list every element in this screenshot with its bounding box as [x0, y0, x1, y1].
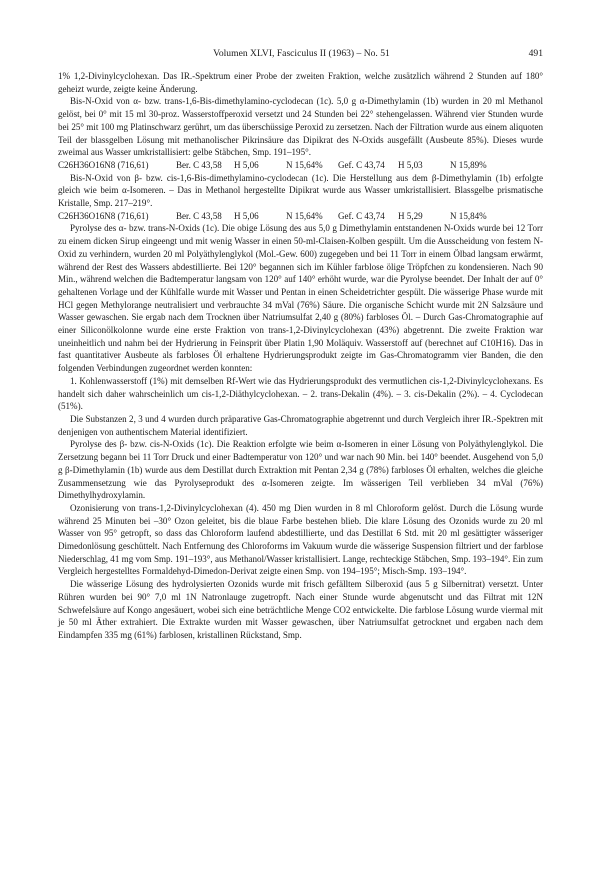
- calc-nitrogen: N 15,64%: [286, 210, 323, 221]
- molecular-formula: C26H36O16N8 (716,61): [58, 210, 149, 221]
- found-hydrogen: H 5,29: [398, 210, 423, 221]
- elemental-analysis-row: [58, 210, 543, 223]
- paragraph: Die wässerige Lösung des hydrolysierten Ozonids wurde mit frisch gefälltem Silberoxid (aus 5 g Silbernitrat) versetzt. Unter Rühren wurden bei 90° 7,0 ml 1N Natronlauge zugetropft. Nach einer Stunde wurde abgenutscht und das Filtrat mit 12N Schwefelsäure auf Kongo angesäuert, wobei sich eine beträchtliche Menge CO2 entwickelte. Die farblose Lösung wurde viermal mit je 50 ml Äther extrahiert. Die Extrakte wurden mit Wasser gewaschen, über Natriumsulfat getrocknet und ergaben nach dem Eindampfen 335 mg (61%) farblosen, kristallinen Rückstand, Smp.: [58, 579, 543, 640]
- page-number: 491: [528, 48, 543, 59]
- found-carbon: Gef. C 43,74: [338, 210, 385, 221]
- calc-carbon: Ber. C 43,58: [176, 159, 222, 170]
- found-hydrogen: H 5,03: [398, 159, 423, 170]
- calc-nitrogen: N 15,64%: [286, 159, 323, 170]
- found-nitrogen: N 15,89%: [450, 159, 487, 170]
- calc-carbon: Ber. C 43,58: [176, 210, 222, 221]
- paragraph: Ozonisierung von trans-1,2-Divinylcyclohexan (4). 450 mg Dien wurden in 8 ml Chloroform gelöst. Durch die Lösung wurde während 25 Minuten bei –30° Ozon geleitet, bis die blaue Farbe bestehen blieb. Die klare Lösung des Ozonids wurde zu 20 ml Wasser von 95° getropft, so dass das Chloroform laufend abdestillierte, und das Destillat 6 Std. mit 20 ml gesättigter wässeriger Dimedonlösung geschüttelt. Nach Entfernung des Chloroforms im Vakuum wurde die wässerige Suspension filtriert und der farblose Niederschlag, 41 mg vom Smp. 191–193°, aus Methanol/Wasser kristallisiert. Lange, rechteckige Stäbchen, Smp. 193–194°. Ein zum Vergleich hergestelltes Formaldehyd-Dimedon-Derivat zeigte einen Smp. von 194–195°; Misch-Smp. 193–194°.: [58, 502, 543, 577]
- calc-hydrogen: H 5,06: [234, 159, 259, 170]
- found-nitrogen: N 15,84%: [450, 210, 487, 221]
- elemental-analysis-row: [58, 159, 543, 172]
- calc-hydrogen: H 5,06: [234, 210, 259, 221]
- article-body: [58, 70, 543, 642]
- paragraph: Bis-N-Oxid von β- bzw. cis-1,6-Bis-dimethylamino-cyclodecan (1c). Die Herstellung aus dem β-Dimethylamin (1b) erfolgte gleich wie beim α-Isomeren. – Das in Methanol hergestellte Dipikrat wurde aus Wasser umkristallisiert. Blassgelbe prismatische Kristalle, Smp. 217–219°.: [58, 172, 543, 209]
- paragraph: 1% 1,2-Divinylcyclohexan. Das IR.-Spektrum einer Probe der zweiten Fraktion, welche zusätzlich während 2 Stunden auf 180° geheizt wurde, zeigte keine Änderung.: [58, 71, 543, 94]
- paragraph: Die Substanzen 2, 3 und 4 wurden durch präparative Gas-Chromatographie abgetrennt und durch Vergleich ihrer IR.-Spektren mit denjenigen von authentischem Material identifiziert.: [58, 413, 543, 437]
- running-head: [60, 48, 543, 62]
- found-carbon: Gef. C 43,74: [338, 159, 385, 170]
- molecular-formula: C26H36O16N8 (716,61): [58, 159, 149, 170]
- paragraph: Pyrolyse des β- bzw. cis-N-Oxids (1c). Die Reaktion erfolgte wie beim α-Isomeren in einer Lösung von Polyäthylenglykol. Die Zersetzung begann bei 11 Torr Druck und einer Badtemperatur von 120° und war nach 90 Min. bei 140° beendet. Ausgehend von 5,0 g β-Dimethylamin (1b) wurde aus dem Destillat durch Extraktion mit Pentan 2,34 g (78%) farbloses Öl erhalten, welches die gleiche Zusammensetzung wie das Pyrolyseprodukt des α-Isomeren zeigte. Im wässerigen Teil verblieben 34 mVal (76%) Dimethylhydroxylamin.: [58, 439, 543, 501]
- paragraph: Pyrolyse des α- bzw. trans-N-Oxids (1c). Die obige Lösung des aus 5,0 g Dimethylamin entstandenen N-Oxids wurde bei 12 Torr zu einem dicken Sirup eingeengt und mit wenig Wasser in einen 50-ml-Claisen-Kolben gespült. Um die Ausscheidung von festem N-Oxid zu verhindern, wurden 20 ml Polyäthylenglykol (Mol.-Gew. 600) zugegeben und bei 11 Torr in einem Ölbad langsam erwärmt, während der Rest des Wassers abdestillierte. Bei 120° begannen sich im Kühler farblose ölige Tröpfchen zu kondensieren. Nach 90 Min., während welchen die Badtemperatur langsam von 120° auf 140° erhöht wurde, war die Pyrolyse beendet. Der Inhalt der auf 0° gehaltenen Vorlage und der Kühlfalle wurde mit Wasser und Pentan in einen Scheidetrichter gespült. Die wässerige Phase wurde mit HCl gegen Methylorange neutralisiert und verbrauchte 34 mVal (76%) Säure. Die organische Schicht wurde mit 2N Salzsäure und Wasser gewaschen. Sie ergab nach dem Trocknen über Natriumsulfat 2,40 g (80%) farbloses Öl. – Durch Gas-Chromatographie auf einer Siliconölkolonne wurde eine erste Fraktion von trans-1,2-Divinylcyclohexan (43%) abgetrennt. Die zweite Fraktion war uneinheitlich und nahm bei der Hydrierung in Feinsprit über Platin 1,90 Moläquiv. Wasserstoff auf (berechnet auf C10H16). Das in fast quantitativer Ausbeute als farbloses Öl erhaltene Hydrierungsprodukt zeigte im Gas-Chromatogramm vier Banden, die den folgenden Verbindungen zugeordnet werden konnten:: [58, 223, 543, 374]
- running-title: Volumen XLVI, Fasciculus II (1963) – No. 51: [213, 48, 390, 59]
- paragraph: Bis-N-Oxid von α- bzw. trans-1,6-Bis-dimethylamino-cyclodecan (1c). 5,0 g α-Dimethylamin (1b) wurden in 20 ml Methanol gelöst, bei 0° mit 15 ml 30-proz. Wasserstoffperoxid versetzt und 24 Stunden bei 22° stehengelassen. Während vier Stunden wurde bei 25° mit 100 mg Platinschwarz gerührt, um das überschüssige Peroxid zu zersetzen. Nach der Filtration wurde aus einem aliquoten Teil der blassgelben Lösung mit methanolischer Pikrinsäure das Dipikrat des N-Oxids ausgefällt (Ausbeute 85%). Dieses wurde zweimal aus Wasser umkristallisiert: gelbe Stäbchen, Smp. 191–195°.: [58, 96, 543, 158]
- paragraph: 1. Kohlenwasserstoff (1%) mit demselben Rf-Wert wie das Hydrierungsprodukt des vermutlichen cis-1,2-Divinylcyclohexans. Es handelt sich daher wahrscheinlich um cis-1,2-Diäthylcyclohexan. – 2. trans-Dekalin (4%). – 3. cis-Dekalin (2%). – 4. Cyclodecan (51%).: [58, 375, 543, 412]
